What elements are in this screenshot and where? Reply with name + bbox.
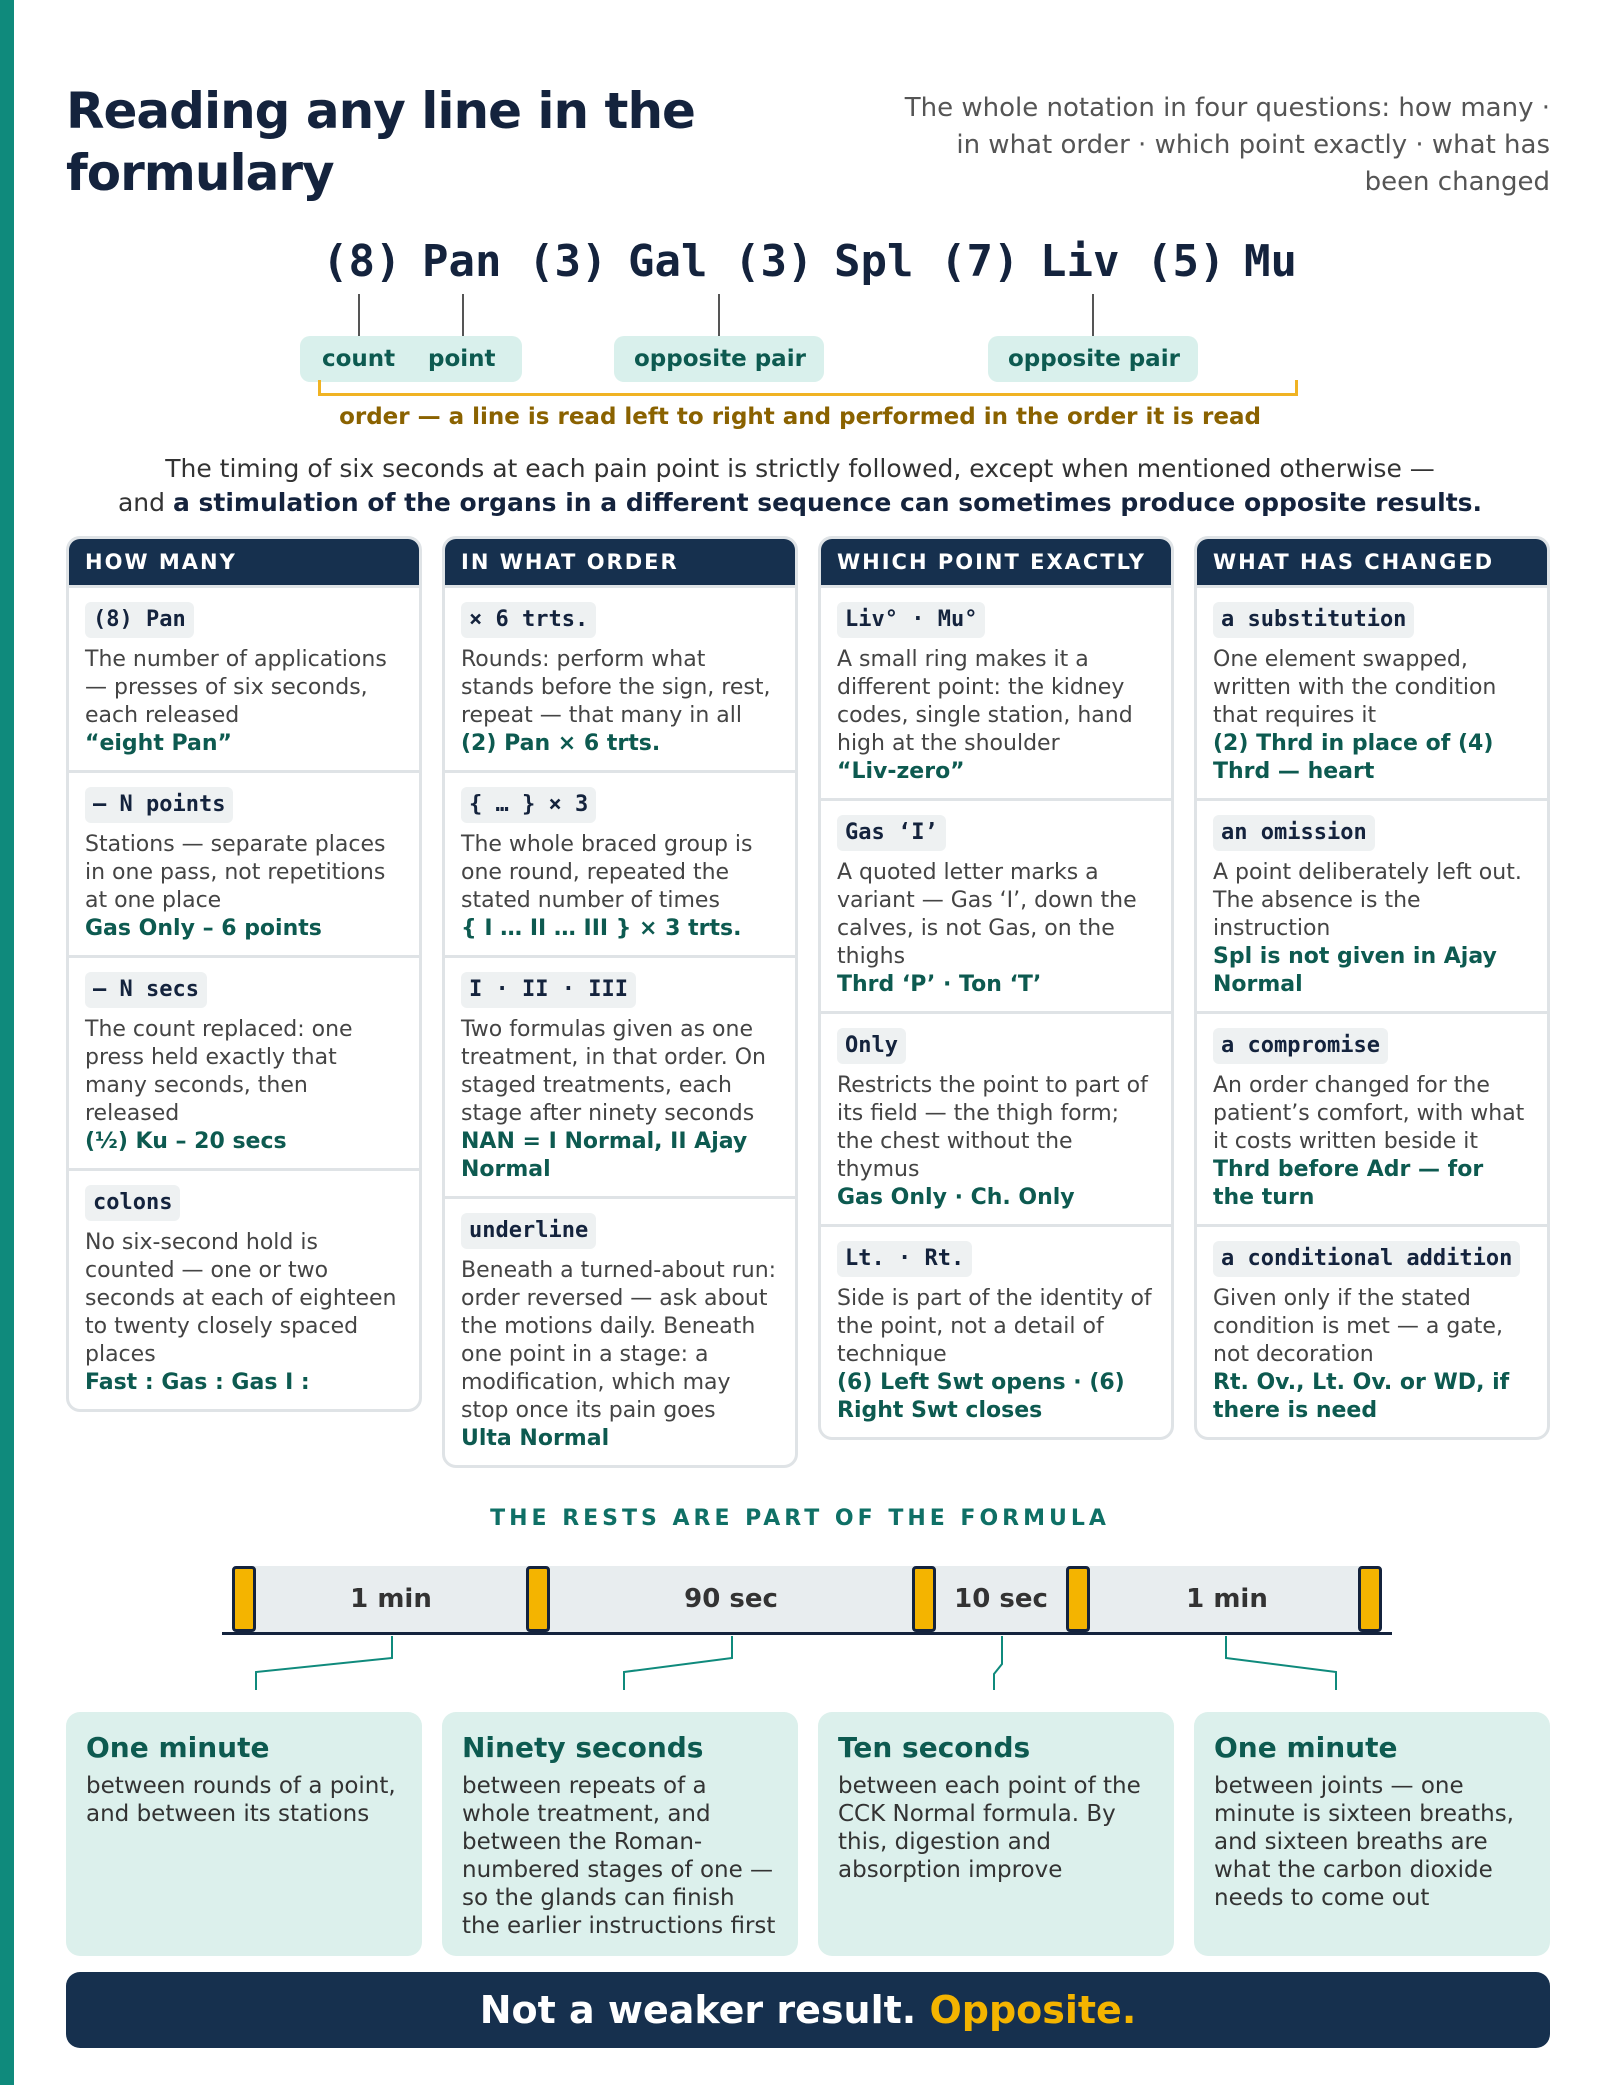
rest-card: [66, 1712, 422, 1956]
notation-code: × 6 trts.: [461, 602, 596, 638]
formula-token: (7): [940, 236, 1020, 287]
entry-description: An order changed for the patient’s comfort, with what it costs written beside it: [1213, 1073, 1525, 1154]
connector-line: [624, 1636, 732, 1690]
notation-code: Only: [837, 1028, 906, 1064]
entry-example: “Liv-zero”: [837, 759, 965, 784]
entry-example: Rt. Ov., Lt. Ov. or WD, if there is need: [1213, 1370, 1510, 1423]
formula-token: Mu: [1244, 236, 1297, 287]
notation-code: — N secs: [85, 972, 207, 1008]
rests-heading: THE RESTS ARE PART OF THE FORMULA: [490, 1506, 1110, 1531]
entry-example: (6) Left Swt opens · (6) Right Swt closes: [837, 1370, 1125, 1423]
entry-description: Restricts the point to part of its field — the thigh form; the chest without the thymus: [837, 1073, 1148, 1182]
notation-code: — N points: [85, 787, 233, 823]
notation-code: a conditional addition: [1213, 1241, 1520, 1277]
entry-description: One element swapped, written with the condition that requires it: [1213, 647, 1497, 728]
entry-description: No six-second hold is counted — one or two seconds at each of eighteen to twenty closely spaced places: [85, 1230, 397, 1367]
entry-example: { I … II … III } × 3 trts.: [461, 916, 742, 941]
entry-description: Rounds: perform what stands before the sign, rest, repeat — that many in all: [461, 647, 771, 728]
order-label: order — a line is read left to right and performed in the order it is read: [339, 404, 1261, 430]
notation-code: { … } × 3: [461, 787, 596, 823]
formula-token: Gal: [628, 236, 708, 287]
rest-card-title: Ten seconds: [838, 1731, 1031, 1764]
entry-description: The count replaced: one press held exactly that many seconds, then released: [85, 1017, 353, 1126]
formula-token: (3): [734, 236, 814, 287]
count-label: count: [322, 346, 396, 372]
entry-description: The whole braced group is one round, repeated the stated number of times: [461, 832, 753, 913]
opposite-pair-label: opposite pair: [1008, 346, 1180, 372]
timeline-segment-label: 1 min: [350, 1584, 432, 1614]
footer-main-text: Not a weaker result.: [479, 1988, 917, 2032]
column-header: WHAT HAS CHANGED: [1197, 539, 1547, 585]
entry-description: A quoted letter marks a variant — Gas ‘I’, down the calves, is not Gas, on the thighs: [837, 860, 1137, 969]
entry-description: Beneath a turned-about run: order reversed — ask about the motions daily. Beneath one point in a stage: a modification, which may stop once its pain goes: [461, 1258, 777, 1423]
entry-example: NAN = I Normal, II Ajay Normal: [461, 1129, 748, 1182]
opposite-pair-label: opposite pair: [634, 346, 806, 372]
notation-code: colons: [85, 1185, 180, 1221]
notation-code: a substitution: [1213, 602, 1414, 638]
formula-token: Spl: [834, 236, 914, 287]
point-label: point: [428, 346, 496, 372]
intro-line-2-bold: a stimulation of the organs in a different sequence can sometimes produce opposite results.: [172, 488, 1483, 517]
rest-card-title: One minute: [1214, 1731, 1398, 1764]
entry-description: Two formulas given as one treatment, in that order. On staged treatments, each stage after ninety seconds: [461, 1017, 766, 1126]
notation-code: Lt. · Rt.: [837, 1241, 972, 1277]
footer-banner: [66, 1972, 1550, 2048]
column-header: WHICH POINT EXACTLY: [821, 539, 1171, 585]
formula-token: Liv: [1040, 236, 1120, 287]
timeline-segment-label: 90 sec: [684, 1584, 778, 1614]
page-title: Reading any line in the formulary: [66, 82, 695, 202]
column-header: IN WHAT ORDER: [445, 539, 795, 585]
entry-description: The number of applications — presses of six seconds, each released: [85, 647, 387, 728]
entry-example: Thrd ‘P’ · Ton ‘T’: [837, 972, 1042, 997]
intro-line-1: The timing of six seconds at each pain point is strictly followed, except when mentioned otherwise —: [165, 454, 1435, 483]
rest-card-text: between each point of the CCK Normal formula. By this, digestion and absorption improve: [838, 1773, 1141, 1883]
connector-line: [994, 1636, 1002, 1690]
rest-card: [1194, 1712, 1550, 1956]
entry-example: Spl is not given in Ajay Normal: [1213, 944, 1497, 997]
entry-description: Side is part of the identity of the point, not a detail of technique: [837, 1286, 1152, 1367]
entry-description: A small ring makes it a different point: the kidney codes, single station, hand high at the shoulder: [837, 647, 1133, 756]
formula-token: (3): [528, 236, 608, 287]
rest-card: [818, 1712, 1174, 1956]
rest-card-text: between repeats of a whole treatment, and between the Roman-numbered stages of one — so the glands can finish the earlier instructions first: [462, 1773, 776, 1939]
rest-card-title: Ninety seconds: [462, 1731, 704, 1764]
connector-line: [256, 1636, 392, 1690]
entry-example: Gas Only · Ch. Only: [837, 1185, 1075, 1210]
entry-description: Given only if the stated condition is met — a gate, not decoration: [1213, 1286, 1503, 1367]
timeline-segment-label: 1 min: [1186, 1584, 1268, 1614]
notation-code: (8) Pan: [85, 602, 194, 638]
entry-example: Fast : Gas : Gas I :: [85, 1370, 310, 1395]
entry-description: A point deliberately left out. The absence is the instruction: [1213, 860, 1522, 941]
entry-example: Thrd before Adr — for the turn: [1213, 1157, 1484, 1210]
connector-line: [1226, 1636, 1336, 1690]
formula-token: Pan: [422, 236, 502, 287]
footer-accent-text: Opposite.: [929, 1988, 1137, 2032]
notation-code: I · II · III: [461, 972, 636, 1008]
entry-example: (2) Thrd in place of (4) Thrd — heart: [1213, 731, 1494, 784]
intro-line-2-prefix: and: [117, 488, 173, 517]
entry-description: Stations — separate places in one pass, not repetitions at one place: [85, 832, 386, 913]
rest-card-text: between rounds of a point, and between its stations: [86, 1773, 396, 1827]
entry-example: Gas Only – 6 points: [85, 916, 322, 941]
timeline-segment-label: 10 sec: [954, 1584, 1048, 1614]
rest-card-title: One minute: [86, 1731, 270, 1764]
formula-token: (8): [322, 236, 402, 287]
entry-example: Ulta Normal: [461, 1426, 610, 1451]
entry-example: (½) Ku – 20 secs: [85, 1129, 287, 1154]
page-subtitle: The whole notation in four questions: how many · in what order · which point exactly · what has been changed: [904, 93, 1550, 197]
entry-example: “eight Pan”: [85, 731, 233, 756]
formula-token: (5): [1146, 236, 1226, 287]
notation-code: a compromise: [1213, 1028, 1388, 1064]
rest-card-text: between joints — one minute is sixteen breaths, and sixteen breaths are what the carbon dioxide needs to come out: [1214, 1773, 1514, 1911]
notation-code: an omission: [1213, 815, 1375, 851]
rest-card: [442, 1712, 798, 1956]
notation-code: Liv° · Mu°: [837, 602, 985, 638]
entry-example: (2) Pan × 6 trts.: [461, 731, 661, 756]
notation-code: underline: [461, 1213, 596, 1249]
notation-code: Gas ‘I’: [837, 815, 946, 851]
column-header: HOW MANY: [69, 539, 419, 585]
